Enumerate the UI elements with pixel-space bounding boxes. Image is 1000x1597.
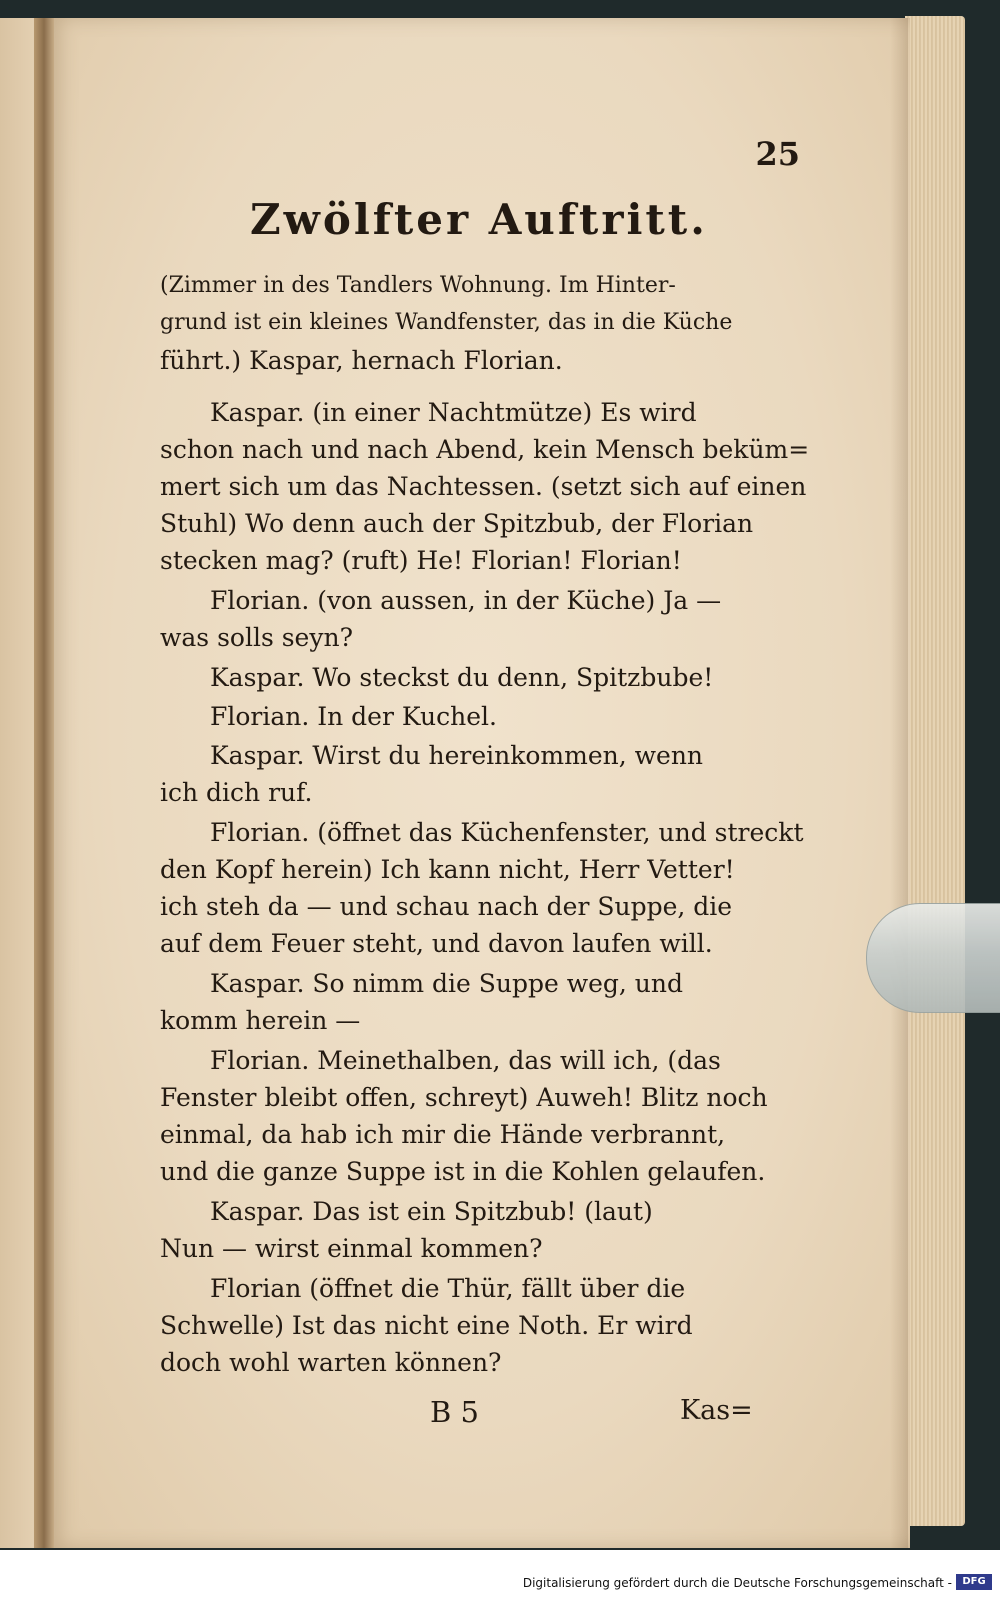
- page-number: 25: [755, 135, 800, 173]
- text-line: Florian. In der Kuchel.: [210, 702, 497, 731]
- text-line: schon nach und nach Abend, kein Mensch beküm=: [160, 435, 810, 464]
- text-line: den Kopf herein) Ich kann nicht, Herr Vetter!: [160, 855, 735, 884]
- text-line: Nun — wirst einmal kommen?: [160, 1234, 543, 1263]
- text-line: doch wohl warten können?: [160, 1348, 502, 1377]
- scene-heading: Zwölfter Auftritt.: [250, 195, 708, 244]
- text-line: führt.) Kaspar, hernach Florian.: [160, 346, 563, 375]
- page-clip-marker: [866, 903, 1000, 1013]
- text-line: Fenster bleibt offen, schreyt) Auweh! Blitz noch: [160, 1083, 768, 1112]
- text-line: Kaspar. Wirst du hereinkommen, wenn: [210, 741, 704, 770]
- text-line: was solls seyn?: [160, 623, 353, 652]
- text-line: ich dich ruf.: [160, 778, 313, 807]
- text-line: Florian. (von aussen, in der Küche) Ja —: [210, 586, 722, 615]
- text-line: Schwelle) Ist das nicht eine Noth. Er wird: [160, 1311, 693, 1340]
- text-line: komm herein —: [160, 1006, 361, 1035]
- page-edge-shadow: [890, 18, 908, 1548]
- dfg-logo-icon: DFG: [956, 1574, 992, 1590]
- text-line: Florian. Meinethalben, das will ich, (das: [210, 1046, 721, 1075]
- signature-mark: B 5: [430, 1395, 479, 1429]
- book-gutter: [34, 18, 54, 1548]
- text-line: stecken mag? (ruft) He! Florian! Florian!: [160, 546, 682, 575]
- text-line: Kaspar. (in einer Nachtmütze) Es wird: [210, 398, 697, 427]
- footer-bar: [0, 1550, 1000, 1597]
- text-line: Florian (öffnet die Thür, fällt über die: [210, 1274, 686, 1303]
- text-line: grund ist ein kleines Wandfenster, das in die Küche: [160, 310, 733, 335]
- text-line: ich steh da — und schau nach der Suppe, die: [160, 892, 733, 921]
- text-line: Kaspar. Wo steckst du denn, Spitzbube!: [210, 663, 714, 692]
- text-line: Stuhl) Wo denn auch der Spitzbub, der Florian: [160, 509, 754, 538]
- text-line: mert sich um das Nachtessen. (setzt sich auf einen: [160, 472, 807, 501]
- footer-credit: Digitalisierung gefördert durch die Deutsche Forschungsgemeinschaft -: [522, 1576, 952, 1590]
- text-line: Kaspar. So nimm die Suppe weg, und: [210, 969, 684, 998]
- text-line: (Zimmer in des Tandlers Wohnung. Im Hinter-: [160, 273, 676, 298]
- text-line: einmal, da hab ich mir die Hände verbrannt,: [160, 1120, 726, 1149]
- text-line: auf dem Feuer steht, und davon laufen will.: [160, 929, 713, 958]
- text-line: und die ganze Suppe ist in die Kohlen gelaufen.: [160, 1157, 766, 1186]
- catchword: Kas=: [680, 1395, 753, 1426]
- text-line: Florian. (öffnet das Küchenfenster, und streckt: [210, 818, 804, 847]
- page-edges: [905, 16, 965, 1526]
- text-line: Kaspar. Das ist ein Spitzbub! (laut): [210, 1197, 653, 1226]
